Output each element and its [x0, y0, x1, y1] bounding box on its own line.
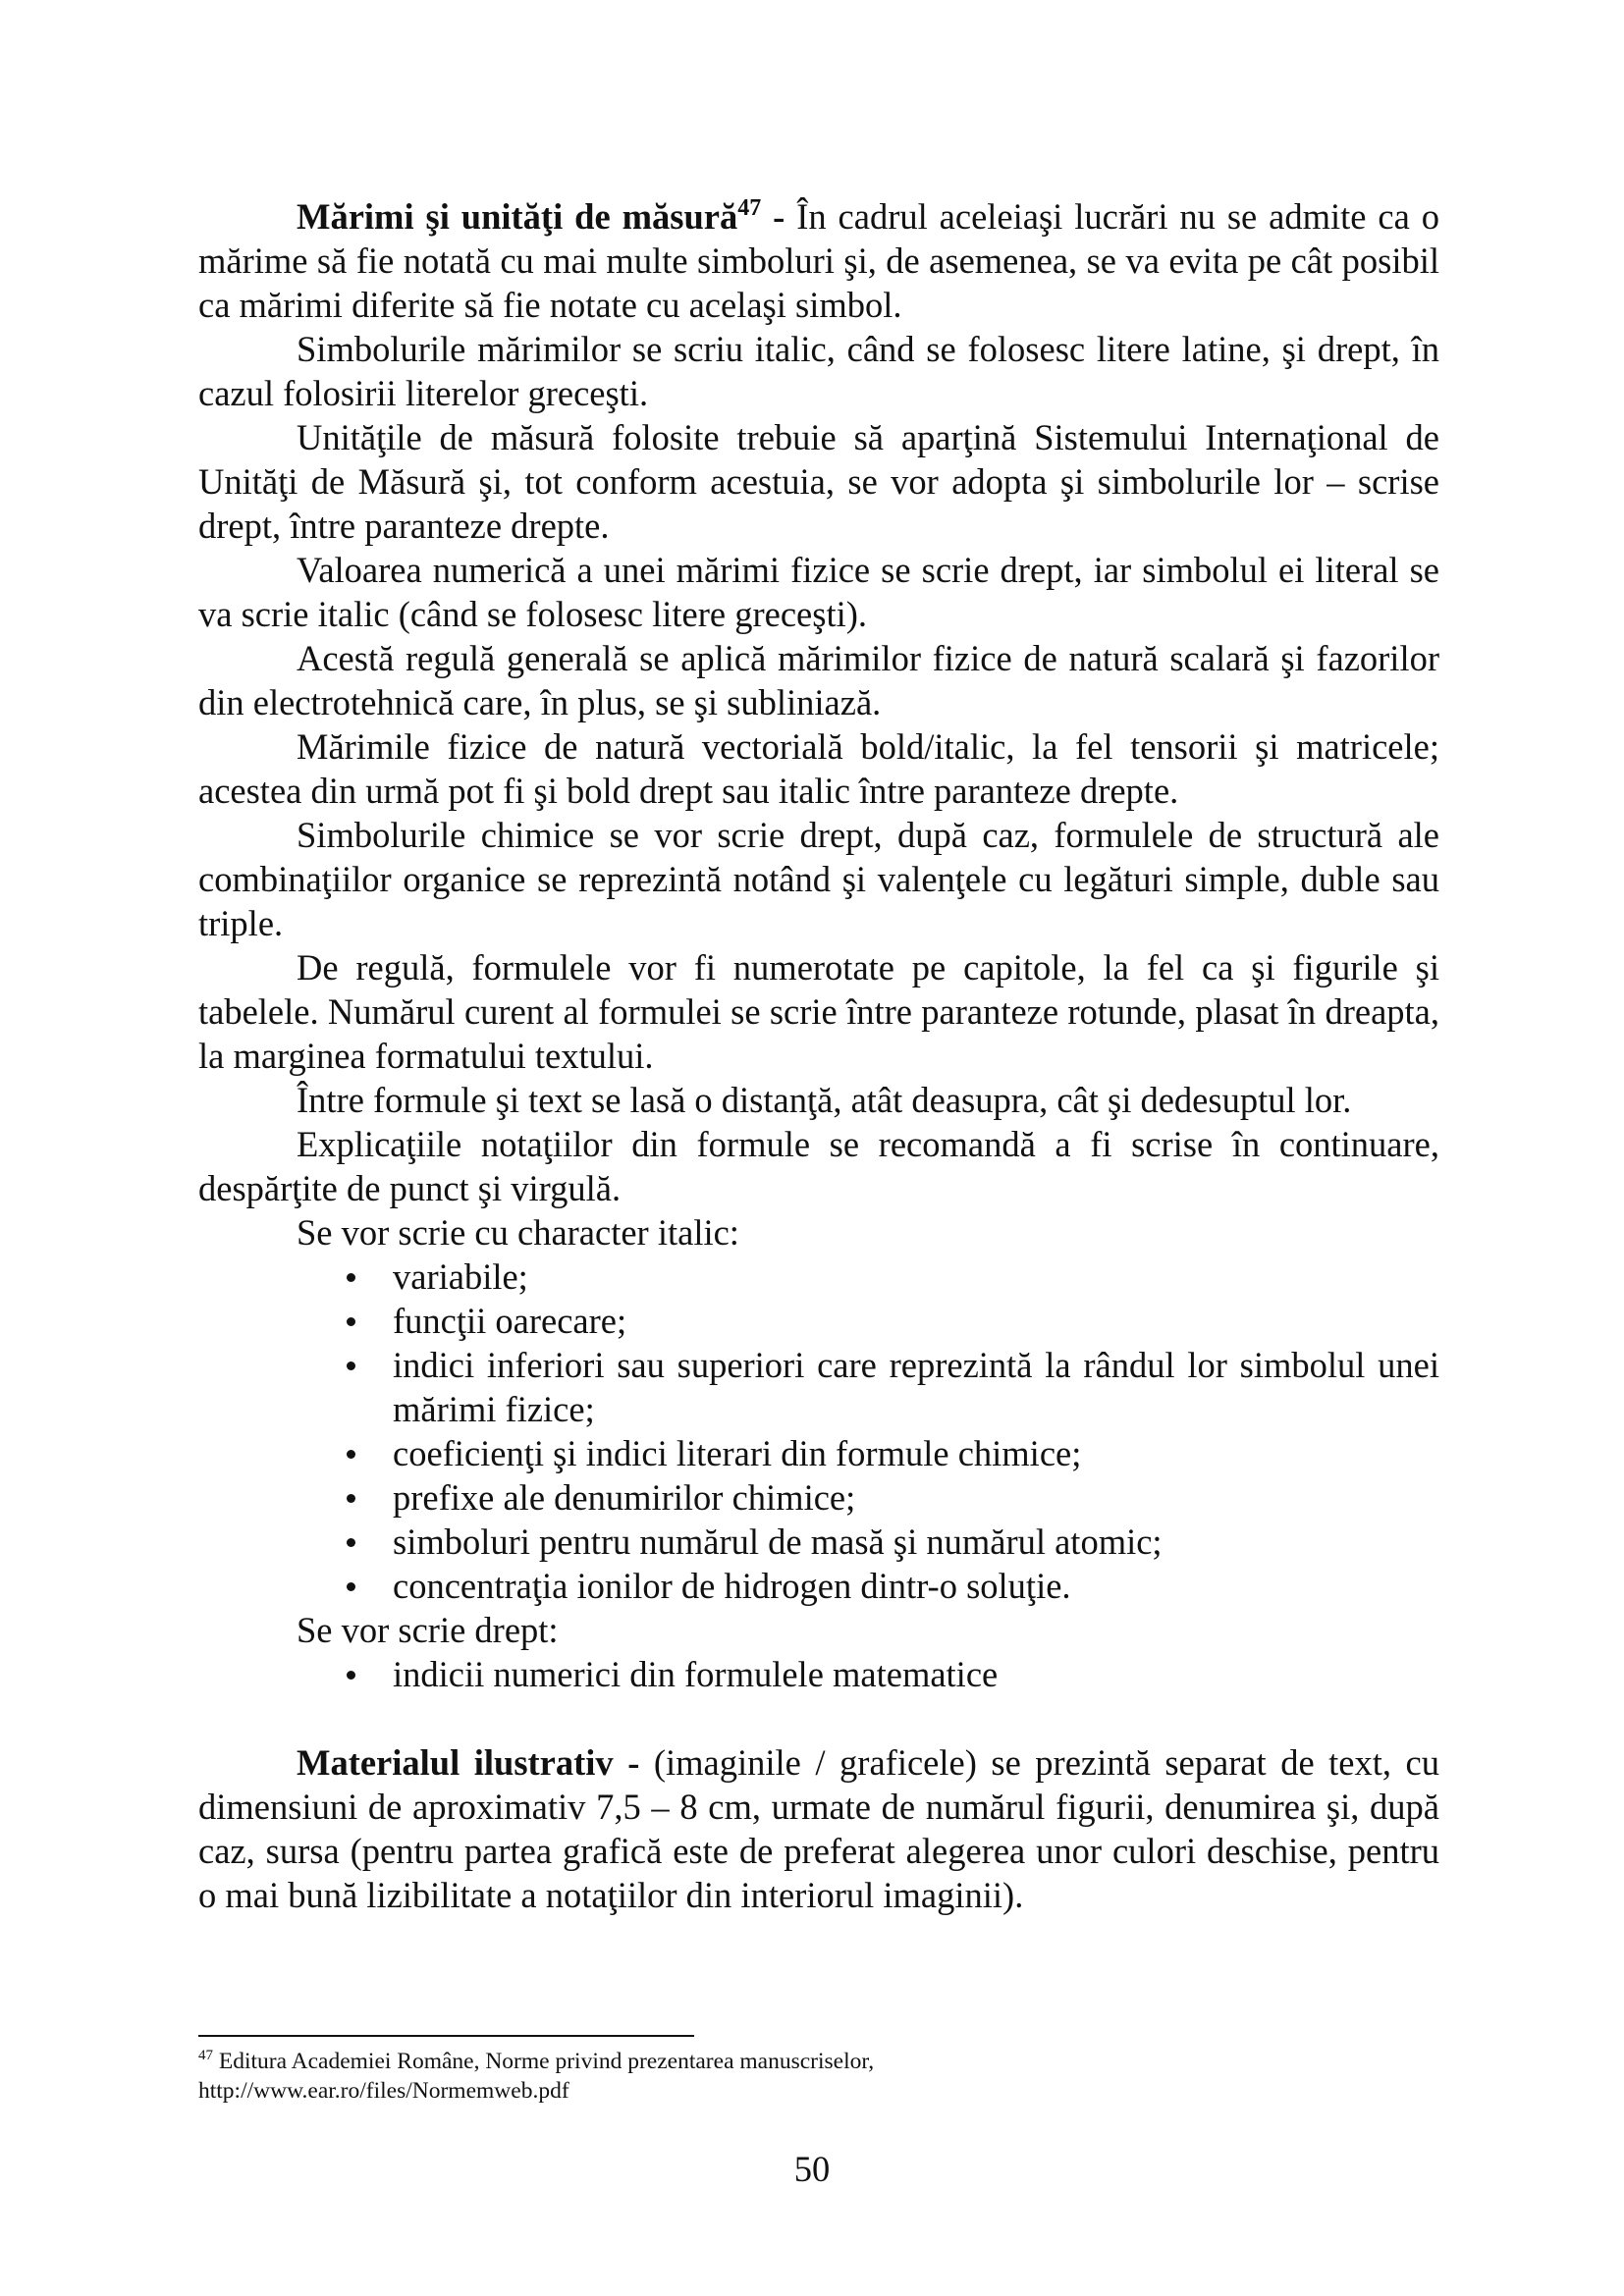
paragraph: Simbolurile mărimilor se scriu italic, când se folosesc litere latine, şi drept, în cazul folosirii literelor greceşti. [198, 329, 1439, 413]
body-text [198, 194, 1439, 1917]
paragraph: Simbolurile chimice se vor scrie drept, după caz, formulele de structură ale combinaţiilor organice se reprezintă notând şi valenţele cu legături simple, duble sau triple. [198, 815, 1439, 943]
section-paragraph-units [198, 194, 1439, 327]
list-item: funcţii oarecare; [342, 1299, 1439, 1343]
paragraph: Explicaţiile notaţiilor din formule se recomandă a fi scrise în continuare, despărţite de punct şi virgulă. [198, 1124, 1439, 1208]
heading-separator: - [761, 196, 797, 237]
list-item: variabile; [342, 1255, 1439, 1299]
list-item: indici inferiori sau superiori care reprezintă la rândul lor simbolul unei mărimi fizice; [342, 1343, 1439, 1431]
footnote-line [198, 2047, 1439, 2076]
paragraph: Mărimile fizice de natură vectorială bold/italic, la fel tensorii şi matricele; acestea din urmă pot fi şi bold drept sau italic între paranteze drepte. [198, 726, 1439, 811]
paragraph-text: (imaginile / graficele) se prezintă separat de text, cu dimensiuni de aproximativ 7,5 – 8 cm, urmate de numărul figurii, denumirea şi, după caz, sursa (pentru partea grafică este de preferat alegerea unor culori deschise, pentru o mai bună lizibilitate a notaţiilor din interiorul imaginii). [198, 1742, 1439, 1915]
list-item: simboluri pentru numărul de masă şi numărul atomic; [342, 1520, 1439, 1564]
paragraph: De regulă, formulele vor fi numerotate pe capitole, la fel ca şi figurile şi tabelele. Numărul curent al formulei se scrie între paranteze rotunde, plasat în dreapta, la marginea formatului textului. [198, 947, 1439, 1076]
section-heading-units: Mărimi şi unităţi de măsură [297, 196, 738, 237]
list-item: concentraţia ionilor de hidrogen dintr-o soluţie. [342, 1564, 1439, 1608]
italic-list-intro: Se vor scrie cu character italic: [297, 1212, 739, 1253]
list-item: coeficienţi şi indici literari din formule chimice; [342, 1431, 1439, 1475]
footnote-source: Editura Academiei Române, Norme privind prezentarea manuscriselor, [218, 2049, 875, 2074]
heading-separator: - [613, 1742, 654, 1783]
list-item: indicii numerici din formulele matematice [342, 1652, 1439, 1696]
italic-list [198, 1255, 1439, 1608]
footnote-reference[interactable]: 47 [737, 195, 762, 221]
paragraph-text: În cadrul aceleiaşi lucrări nu se admite ca o mărime să fie notată cu mai multe simboluri şi, de asemenea, se va evita pe cât posibil ca mărimi diferite să fie notate cu acelaşi simbol. [198, 196, 1439, 325]
paragraph: Acestă regulă generală se aplică mărimilor fizice de natură scalară şi fazorilor din electrotehnică care, în plus, se şi subliniază. [198, 638, 1439, 722]
straight-list [198, 1652, 1439, 1696]
section-paragraph-illustrative [198, 1740, 1439, 1917]
page-number: 50 [793, 2149, 831, 2189]
footnote-divider [198, 2035, 694, 2037]
paragraph: Valoarea numerică a unei mărimi fizice se scrie drept, iar simbolul ei literal se va scrie italic (când se folosesc litere greceşti). [198, 550, 1439, 634]
footnote [198, 2047, 1439, 2106]
paragraph: Între formule şi text se lasă o distanţă, atât deasupra, cât şi dedesuptul lor. [297, 1080, 1352, 1120]
footnote-number: 47 [198, 2048, 213, 2063]
paragraph: Unităţile de măsură folosite trebuie să aparţină Sistemului Internaţional de Unităţi de Măsură şi, tot conform acestuia, se vor adopta şi simbolurile lor – scrise drept, între paranteze drepte. [198, 417, 1439, 546]
list-item: prefixe ale denumirilor chimice; [342, 1475, 1439, 1520]
straight-list-intro: Se vor scrie drept: [297, 1610, 559, 1650]
footnote-url[interactable]: http://www.ear.ro/files/Normemweb.pdf [198, 2078, 569, 2104]
section-heading-illustrative: Materialul ilustrativ [297, 1742, 614, 1783]
